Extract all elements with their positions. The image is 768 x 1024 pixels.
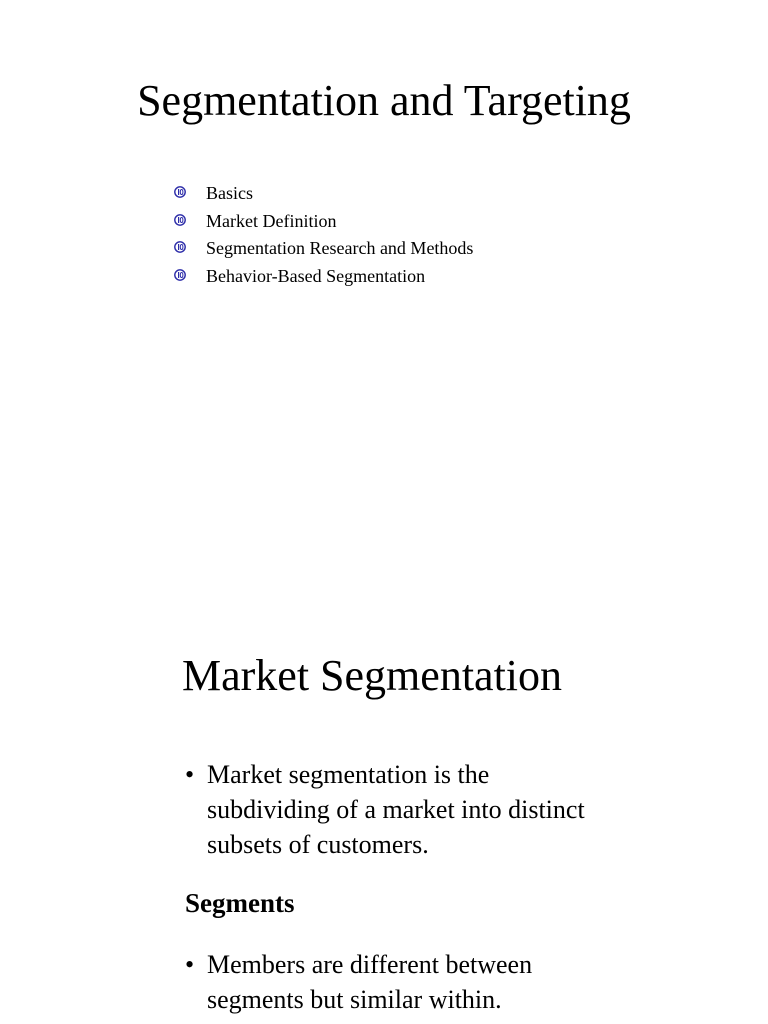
definition-block <box>185 757 605 862</box>
numbered-bullet-icon <box>174 241 186 253</box>
agenda-item <box>172 209 473 237</box>
agenda-item-label: Basics <box>206 183 253 203</box>
numbered-bullet-icon <box>174 186 186 198</box>
slide-title: Market Segmentation <box>182 651 563 700</box>
agenda-item <box>172 236 473 264</box>
bullet-point <box>185 757 605 862</box>
agenda-item <box>172 264 473 292</box>
agenda-item-label: Behavior-Based Segmentation <box>206 265 426 286</box>
agenda-item <box>172 181 473 209</box>
bullet-text: Members are different between segments but similar within. <box>207 950 533 1014</box>
agenda-item-label: Segmentation Research and Methods <box>206 238 474 258</box>
bullet-point <box>185 947 605 1017</box>
bullet-text: Market segmentation is the subdividing of a market into distinct subsets of customers. <box>207 760 585 859</box>
slide-title: Segmentation and Targeting <box>137 76 631 125</box>
segments-block <box>185 947 605 1017</box>
bullet-icon: • <box>185 950 195 979</box>
slide-2 <box>0 600 768 1024</box>
bullet-icon: • <box>185 760 195 789</box>
agenda-item-label: Market Definition <box>206 210 337 231</box>
section-heading: Segments <box>185 888 295 918</box>
agenda-list <box>172 181 473 291</box>
numbered-bullet-icon <box>174 214 186 226</box>
numbered-bullet-icon <box>174 269 186 281</box>
